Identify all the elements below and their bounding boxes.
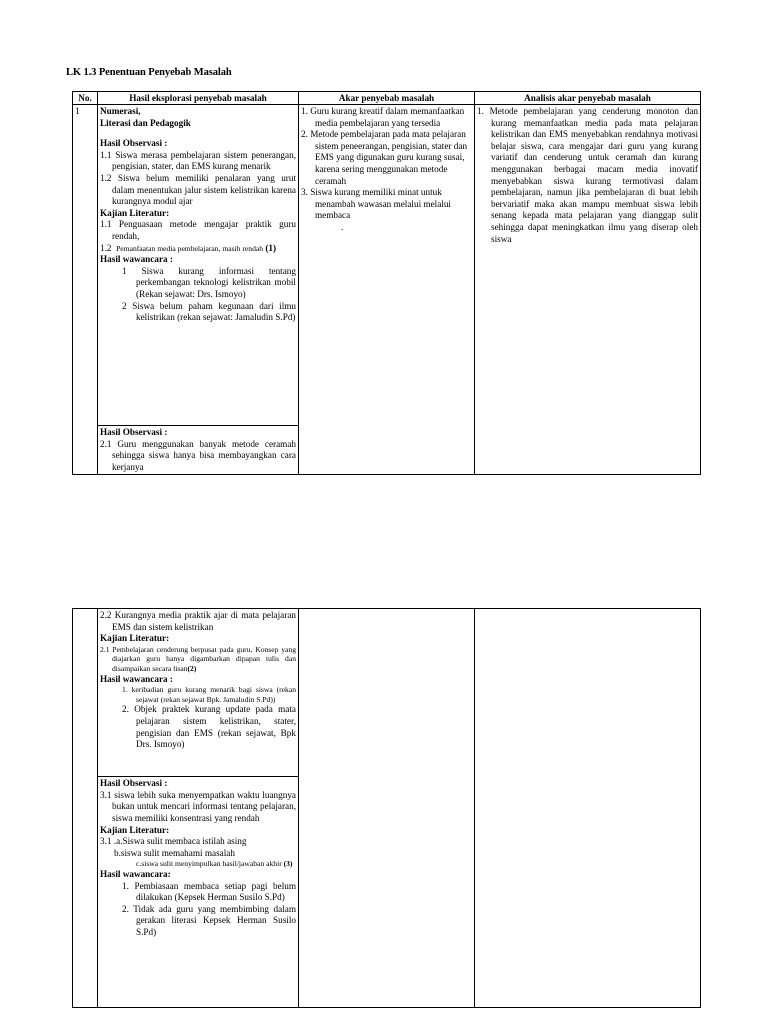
analisis-cell-empty bbox=[475, 609, 701, 1008]
table-row bbox=[73, 105, 701, 426]
observation-item: 1.1 Siswa merasa pembelajaran sistem penerangan, pengisian, stater, dan EMS kurang menarik bbox=[100, 149, 296, 172]
hasil-cell bbox=[98, 777, 299, 1008]
literature-text: 2.1 Pembelajaran cenderung berpusat pada guru, Konsep yang diajarkan guru hanya digambarkan dipapan tulis dan disampaikan secara lisan bbox=[100, 644, 296, 673]
section-heading: Numerasi, bbox=[100, 106, 141, 116]
literature-item bbox=[100, 645, 296, 674]
literature-number: 1.2 bbox=[100, 242, 112, 253]
interview-item: 2 Siswa belum paham kegunaan dari ilmu kelistrikan (rekan sejawat: Jamaludin S.Pd) bbox=[122, 300, 296, 323]
interview-item: 1 Siswa kurang informasi tentang perkembangan teknologi kelistrikan mobil (Rekan sejawat: Drs. Ismoyo) bbox=[122, 265, 296, 299]
hasil-cell-continued bbox=[98, 426, 299, 475]
akar-cell-empty bbox=[299, 609, 475, 1008]
literature-item bbox=[100, 243, 296, 255]
literature-tag: (2) bbox=[187, 663, 197, 673]
literature-tag: (1) bbox=[265, 242, 277, 253]
observation-label: Hasil Observasi : bbox=[100, 138, 168, 149]
hasil-cell bbox=[98, 105, 299, 426]
akar-item: 1. Guru kurang kreatif dalam memanfaatkan media pembelajaran yang tersedia bbox=[301, 106, 465, 128]
header-akar: Akar penyebab masalah bbox=[299, 92, 475, 105]
interview-item: 2. Tidak ada guru yang membimbing dalam gerakan literasi Kepsek Herman Susilo S.Pd) bbox=[122, 903, 296, 937]
literature-text: Pemanfaatan media pembelajaran, masih rendah bbox=[116, 243, 264, 253]
analisis-item: 1. Metode pembelajaran yang cenderung monoton dan kurang memanfaatkan media pada mata pelajaran kelistrikan dan EMS menyebabkan rendahnya motivasi belajar siswa, cara mengajar dari guru yang kurang variatif dan cenderung untuk ceramah dan kurang menggunakan berbagai macam media inovatif menyebabkan siswa kurang termotivasi dalam pembelajaran, namun jika pembelajaran di buat lebih bervariatif maka akan mampu membuat siswa lebih senang kepada mata pelajaran yang dianggap sulit sehingga dapat meningkatkan ilmu yang diserap oleh siswa bbox=[477, 106, 698, 244]
row-number bbox=[73, 609, 98, 1008]
interview-item: 1. Pembiasaan membaca setiap pagi belum dilakukan (Kepsek Herman Susilo S.Pd) bbox=[122, 880, 296, 903]
interview-item: 2. Objek praktek kurang update pada mata pelajaran sistem kelistrikan, stater, pengisian dan EMS (rekan sejawat, Bpk Drs. Ismoyo) bbox=[122, 704, 296, 750]
header-analisis: Analisis akar penyebab masalah bbox=[475, 92, 701, 105]
akar-cell bbox=[299, 105, 475, 475]
analisis-cell bbox=[475, 105, 701, 475]
cause-table-page-2 bbox=[72, 608, 701, 1008]
observation-item: 3.1 siswa lebih suka menyempatkan waktu luangnya bukan untuk mencari informasi tentang pelajaran, siswa memiliki konsentrasi yang rendah bbox=[100, 789, 296, 824]
header-row bbox=[73, 92, 701, 105]
row-number: 1 bbox=[73, 105, 98, 475]
cause-table-page-1 bbox=[72, 91, 701, 475]
literature-tag: (3) bbox=[283, 859, 293, 869]
section-heading: Literasi dan Pedagogik bbox=[100, 117, 191, 128]
literature-label: Kajian Literatur: bbox=[100, 824, 170, 835]
interview-label: Hasil wawancara : bbox=[100, 254, 173, 265]
observation-item: 2.2 Kurangnya media praktik ajar di mata pelajaran EMS dan sistem kelistrikan bbox=[100, 610, 296, 632]
literature-label: Kajian Literatur: bbox=[100, 633, 170, 644]
akar-item: 3. Siswa kurang memiliki minat untuk menambah wawasan melalui melalui membaca bbox=[301, 187, 451, 221]
literature-label: Kajian Literatur: bbox=[100, 207, 170, 218]
observation-item: 2.1 Guru menggunakan banyak metode ceramah sehingga siswa hanya bisa membayangkan cara kerjanya bbox=[100, 438, 296, 472]
observation-label: Hasil Observasi : bbox=[100, 778, 168, 789]
akar-item: 2. Metode pembelajaran pada mata pelajaran sistem peneerangan, pengisian, stater dan EMS yang digunakan guru kurang susai, karena sering menggunakan metode ceramah bbox=[301, 129, 468, 186]
literature-item: b.siswa sulit memahami masalah bbox=[114, 847, 235, 858]
document-title: LK 1.3 Penentuan Penyebab Masalah bbox=[66, 67, 232, 78]
interview-item: 1. keribadian guru kurang menarik bagi siswa (rekan sejawat (rekan sejawat Bpk. Jamaludin S.Pd)) bbox=[122, 685, 296, 704]
interview-label: Hasil wawancara: bbox=[100, 869, 171, 879]
literature-item: 3.1 .a.Siswa sulit membaca istilah asing bbox=[100, 836, 247, 847]
literature-text: c.siswa sulit menyimpulkan hasil/jawaban akhir bbox=[136, 859, 282, 869]
literature-item: 1.1 Penguasaan metode mengajar praktik guru rendah, bbox=[100, 219, 296, 241]
literature-item bbox=[100, 859, 296, 869]
akar-dot: . bbox=[341, 221, 344, 232]
header-no: No. bbox=[73, 92, 98, 105]
hasil-cell bbox=[98, 609, 299, 777]
observation-label: Hasil Observasi : bbox=[100, 427, 168, 437]
observation-item: 1.2 Siswa belum memiliki penalaran yang urut dalam menentukan jalur sistem kelistrikan karena kurangnya modul ajar bbox=[100, 172, 296, 207]
interview-label: Hasil wawancara : bbox=[100, 673, 173, 684]
header-hasil: Hasil eksplorasi penyebab masalah bbox=[98, 92, 299, 105]
table-row bbox=[73, 609, 701, 777]
